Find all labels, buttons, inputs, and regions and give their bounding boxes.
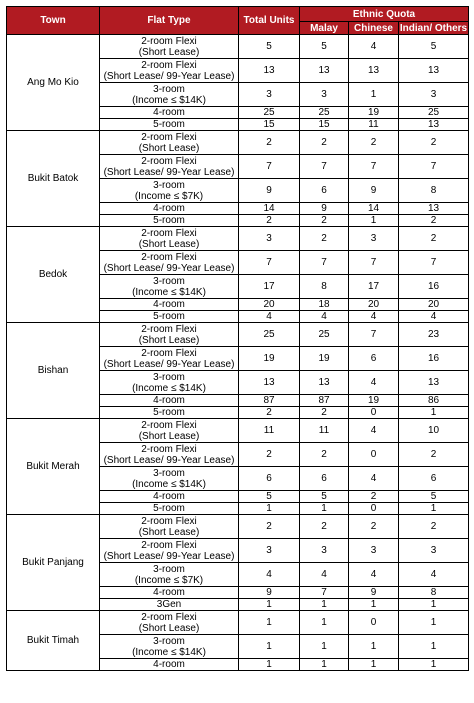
total-units-cell: 5 (239, 491, 300, 503)
malay-cell: 3 (300, 83, 349, 107)
flat-type-cell (100, 203, 239, 215)
flat-type-cell (100, 227, 239, 251)
indian-others-cell: 20 (399, 299, 469, 311)
header-indian-others: Indian/ Others (399, 22, 468, 34)
flat-type-cell (100, 119, 239, 131)
flat-type-cell (100, 443, 239, 467)
flat-type-line: 3-room (153, 179, 185, 191)
indian-others-cell: 4 (399, 563, 469, 587)
flat-type-cell (100, 131, 239, 155)
flat-type-line: 2-room Flexi (141, 227, 197, 239)
flat-type-line: (Short Lease) (138, 526, 200, 538)
indian-others-cell: 7 (399, 155, 469, 179)
flat-type-line: 2-room Flexi (141, 611, 197, 623)
malay-cell: 5 (300, 491, 349, 503)
header-flat-type: Flat Type (100, 7, 239, 35)
flat-type-line: 4-room (153, 299, 185, 310)
flat-type-line: (Income ≤ $14K) (132, 478, 206, 490)
header-malay: Malay (300, 22, 349, 35)
flat-type-line: 3Gen (156, 599, 182, 610)
indian-others-cell: 13 (399, 371, 469, 395)
flat-type-cell (100, 155, 239, 179)
flat-type-cell (100, 215, 239, 227)
table-body (7, 35, 469, 671)
flat-type-line: (Income ≤ $14K) (132, 382, 206, 394)
flat-type-cell (100, 395, 239, 407)
chinese-cell: 1 (349, 215, 399, 227)
indian-others-cell: 1 (399, 659, 469, 671)
indian-others-cell: 4 (399, 311, 469, 323)
flat-type-line: 3-room (153, 467, 185, 479)
flat-type-line: 4-room (153, 203, 185, 214)
flat-type-cell (100, 659, 239, 671)
table-row (7, 323, 469, 347)
total-units-cell: 9 (239, 587, 300, 599)
chinese-cell: 4 (349, 563, 399, 587)
malay-cell: 1 (300, 503, 349, 515)
total-units-cell: 17 (239, 275, 300, 299)
total-units-cell: 1 (239, 503, 300, 515)
flat-type-cell (100, 35, 239, 59)
flat-type-line: 5-room (153, 407, 185, 418)
total-units-cell: 87 (239, 395, 300, 407)
flat-type-cell (100, 503, 239, 515)
header-town: Town (7, 7, 100, 35)
flat-type-line: 2-room Flexi (141, 155, 197, 167)
flat-type-line: (Income ≤ $7K) (134, 190, 204, 202)
flat-type-line: (Short Lease/ 99-Year Lease) (103, 70, 235, 82)
quota-table-container (6, 6, 469, 671)
flat-type-cell (100, 467, 239, 491)
malay-cell: 13 (300, 59, 349, 83)
malay-cell: 9 (300, 203, 349, 215)
flat-type-line: 3-room (153, 371, 185, 383)
flat-type-line: (Short Lease/ 99-Year Lease) (103, 358, 235, 370)
indian-others-cell: 10 (399, 419, 469, 443)
flat-type-line: 4-room (153, 395, 185, 406)
total-units-cell: 15 (239, 119, 300, 131)
ethnic-quota-table (6, 6, 469, 671)
malay-cell: 7 (300, 155, 349, 179)
flat-type-line: (Short Lease) (138, 238, 200, 250)
flat-type-cell (100, 371, 239, 395)
total-units-cell: 1 (239, 611, 300, 635)
flat-type-line: (Short Lease) (138, 334, 200, 346)
indian-others-cell: 1 (399, 611, 469, 635)
flat-type-cell (100, 107, 239, 119)
total-units-cell: 2 (239, 407, 300, 419)
flat-type-cell (100, 515, 239, 539)
chinese-cell: 4 (349, 311, 399, 323)
total-units-cell: 2 (239, 443, 300, 467)
malay-cell: 6 (300, 467, 349, 491)
total-units-cell: 4 (239, 563, 300, 587)
flat-type-cell (100, 311, 239, 323)
chinese-cell: 3 (349, 227, 399, 251)
chinese-cell: 4 (349, 371, 399, 395)
total-units-cell: 11 (239, 419, 300, 443)
indian-others-cell: 8 (399, 587, 469, 599)
flat-type-cell (100, 275, 239, 299)
flat-type-line: 2-room Flexi (141, 251, 197, 263)
total-units-cell: 3 (239, 227, 300, 251)
malay-cell: 2 (300, 227, 349, 251)
flat-type-line: (Income ≤ $14K) (132, 94, 206, 106)
chinese-cell: 2 (349, 515, 399, 539)
flat-type-line: 2-room Flexi (141, 35, 197, 47)
table-row (7, 35, 469, 59)
malay-cell: 2 (300, 407, 349, 419)
flat-type-line: 3-room (153, 275, 185, 287)
flat-type-cell (100, 323, 239, 347)
town-cell: Bukit Panjang (7, 515, 100, 611)
malay-cell: 4 (300, 311, 349, 323)
indian-others-cell: 7 (399, 251, 469, 275)
total-units-cell: 6 (239, 467, 300, 491)
total-units-cell: 25 (239, 323, 300, 347)
flat-type-line: (Income ≤ $14K) (132, 646, 206, 658)
total-units-cell: 5 (239, 35, 300, 59)
indian-others-cell: 6 (399, 467, 469, 491)
malay-cell: 18 (300, 299, 349, 311)
malay-cell: 4 (300, 563, 349, 587)
indian-others-cell: 25 (399, 107, 469, 119)
chinese-cell: 0 (349, 503, 399, 515)
total-units-cell: 7 (239, 155, 300, 179)
chinese-cell: 11 (349, 119, 399, 131)
header-total-units: Total Units (239, 7, 300, 35)
town-cell: Bishan (7, 323, 100, 419)
flat-type-cell (100, 299, 239, 311)
total-units-cell: 3 (239, 539, 300, 563)
chinese-cell: 1 (349, 599, 399, 611)
chinese-cell: 3 (349, 539, 399, 563)
total-units-cell: 7 (239, 251, 300, 275)
total-units-cell: 9 (239, 179, 300, 203)
malay-cell: 13 (300, 371, 349, 395)
chinese-cell: 0 (349, 611, 399, 635)
malay-cell: 7 (300, 587, 349, 599)
chinese-cell: 2 (349, 491, 399, 503)
flat-type-cell (100, 419, 239, 443)
malay-cell: 8 (300, 275, 349, 299)
indian-others-cell: 5 (399, 35, 469, 59)
indian-others-cell: 1 (399, 407, 469, 419)
chinese-cell: 4 (349, 35, 399, 59)
flat-type-line: (Short Lease/ 99-Year Lease) (103, 166, 235, 178)
chinese-cell: 9 (349, 587, 399, 599)
flat-type-cell (100, 599, 239, 611)
flat-type-line: 5-room (153, 311, 185, 322)
total-units-cell: 4 (239, 311, 300, 323)
total-units-cell: 20 (239, 299, 300, 311)
indian-others-cell: 13 (399, 203, 469, 215)
flat-type-cell (100, 83, 239, 107)
indian-others-cell: 2 (399, 131, 469, 155)
indian-others-cell: 23 (399, 323, 469, 347)
flat-type-line: 4-room (153, 659, 185, 670)
malay-cell: 7 (300, 251, 349, 275)
indian-others-cell: 1 (399, 635, 469, 659)
total-units-cell: 2 (239, 215, 300, 227)
chinese-cell: 4 (349, 467, 399, 491)
flat-type-line: 4-room (153, 491, 185, 502)
indian-others-cell: 2 (399, 215, 469, 227)
table-row (7, 611, 469, 635)
flat-type-line: 2-room Flexi (141, 347, 197, 359)
total-units-cell: 19 (239, 347, 300, 371)
flat-type-line: 2-room Flexi (141, 419, 197, 431)
flat-type-line: (Short Lease/ 99-Year Lease) (103, 550, 235, 562)
malay-cell: 6 (300, 179, 349, 203)
flat-type-cell (100, 539, 239, 563)
header-ethnic-quota: Ethnic Quota (300, 7, 469, 22)
town-cell: Ang Mo Kio (7, 35, 100, 131)
indian-others-cell: 1 (399, 599, 469, 611)
flat-type-cell (100, 179, 239, 203)
chinese-cell: 20 (349, 299, 399, 311)
indian-others-cell: 86 (399, 395, 469, 407)
chinese-cell: 1 (349, 659, 399, 671)
indian-others-cell: 5 (399, 491, 469, 503)
malay-cell: 25 (300, 323, 349, 347)
indian-others-cell: 2 (399, 227, 469, 251)
malay-cell: 2 (300, 515, 349, 539)
flat-type-line: 3-room (153, 563, 185, 575)
chinese-cell: 6 (349, 347, 399, 371)
malay-cell: 11 (300, 419, 349, 443)
flat-type-line: 5-room (153, 215, 185, 226)
flat-type-line: 2-room Flexi (141, 515, 197, 527)
indian-others-cell: 16 (399, 347, 469, 371)
indian-others-cell: 2 (399, 443, 469, 467)
total-units-cell: 13 (239, 59, 300, 83)
table-row (7, 227, 469, 251)
indian-others-cell: 13 (399, 59, 469, 83)
chinese-cell: 9 (349, 179, 399, 203)
indian-others-cell: 3 (399, 539, 469, 563)
total-units-cell: 2 (239, 131, 300, 155)
malay-cell: 2 (300, 215, 349, 227)
total-units-cell: 1 (239, 659, 300, 671)
flat-type-cell (100, 251, 239, 275)
flat-type-line: 3-room (153, 83, 185, 95)
chinese-cell: 0 (349, 407, 399, 419)
total-units-cell: 13 (239, 371, 300, 395)
total-units-cell: 2 (239, 515, 300, 539)
flat-type-line: 2-room Flexi (141, 59, 197, 71)
indian-others-cell: 2 (399, 515, 469, 539)
total-units-cell: 3 (239, 83, 300, 107)
malay-cell: 1 (300, 611, 349, 635)
flat-type-cell (100, 59, 239, 83)
flat-type-cell (100, 611, 239, 635)
indian-others-cell: 3 (399, 83, 469, 107)
flat-type-line: 5-room (153, 503, 185, 514)
flat-type-cell (100, 635, 239, 659)
town-cell: Bedok (7, 227, 100, 323)
total-units-cell: 25 (239, 107, 300, 119)
flat-type-line: (Short Lease) (138, 622, 200, 634)
malay-cell: 15 (300, 119, 349, 131)
flat-type-cell (100, 587, 239, 599)
malay-cell: 25 (300, 107, 349, 119)
flat-type-line: 5-room (153, 119, 185, 130)
total-units-cell: 1 (239, 635, 300, 659)
flat-type-line: (Short Lease) (138, 46, 200, 58)
town-cell: Bukit Merah (7, 419, 100, 515)
malay-cell: 2 (300, 131, 349, 155)
malay-cell: 5 (300, 35, 349, 59)
header-chinese: Chinese (349, 22, 399, 35)
chinese-cell: 4 (349, 419, 399, 443)
flat-type-cell (100, 563, 239, 587)
chinese-cell: 7 (349, 323, 399, 347)
flat-type-line: 2-room Flexi (141, 443, 197, 455)
chinese-cell: 1 (349, 83, 399, 107)
total-units-cell: 14 (239, 203, 300, 215)
malay-cell: 1 (300, 599, 349, 611)
indian-others-cell: 13 (399, 119, 469, 131)
indian-others-cell: 8 (399, 179, 469, 203)
chinese-cell: 19 (349, 395, 399, 407)
flat-type-line: (Short Lease) (138, 142, 200, 154)
flat-type-cell (100, 491, 239, 503)
chinese-cell: 0 (349, 443, 399, 467)
malay-cell: 87 (300, 395, 349, 407)
flat-type-line: (Short Lease) (138, 430, 200, 442)
malay-cell: 3 (300, 539, 349, 563)
indian-others-cell: 16 (399, 275, 469, 299)
chinese-cell: 7 (349, 251, 399, 275)
flat-type-line: (Short Lease/ 99-Year Lease) (103, 454, 235, 466)
chinese-cell: 17 (349, 275, 399, 299)
chinese-cell: 13 (349, 59, 399, 83)
chinese-cell: 19 (349, 107, 399, 119)
total-units-cell: 1 (239, 599, 300, 611)
chinese-cell: 2 (349, 131, 399, 155)
chinese-cell: 7 (349, 155, 399, 179)
flat-type-line: 3-room (153, 635, 185, 647)
town-cell: Bukit Timah (7, 611, 100, 671)
malay-cell: 1 (300, 635, 349, 659)
indian-others-cell: 1 (399, 503, 469, 515)
flat-type-line: (Income ≤ $14K) (132, 286, 206, 298)
flat-type-line: 4-room (153, 587, 185, 598)
flat-type-line: 4-room (153, 107, 185, 118)
flat-type-cell (100, 347, 239, 371)
flat-type-line: 2-room Flexi (141, 131, 197, 143)
malay-cell: 1 (300, 659, 349, 671)
table-row (7, 419, 469, 443)
chinese-cell: 1 (349, 635, 399, 659)
malay-cell: 19 (300, 347, 349, 371)
flat-type-line: 2-room Flexi (141, 539, 197, 551)
flat-type-line: 2-room Flexi (141, 323, 197, 335)
flat-type-cell (100, 407, 239, 419)
table-row (7, 131, 469, 155)
town-cell: Bukit Batok (7, 131, 100, 227)
flat-type-line: (Income ≤ $7K) (134, 574, 204, 586)
chinese-cell: 14 (349, 203, 399, 215)
table-row (7, 515, 469, 539)
malay-cell: 2 (300, 443, 349, 467)
flat-type-line: (Short Lease/ 99-Year Lease) (103, 262, 235, 274)
